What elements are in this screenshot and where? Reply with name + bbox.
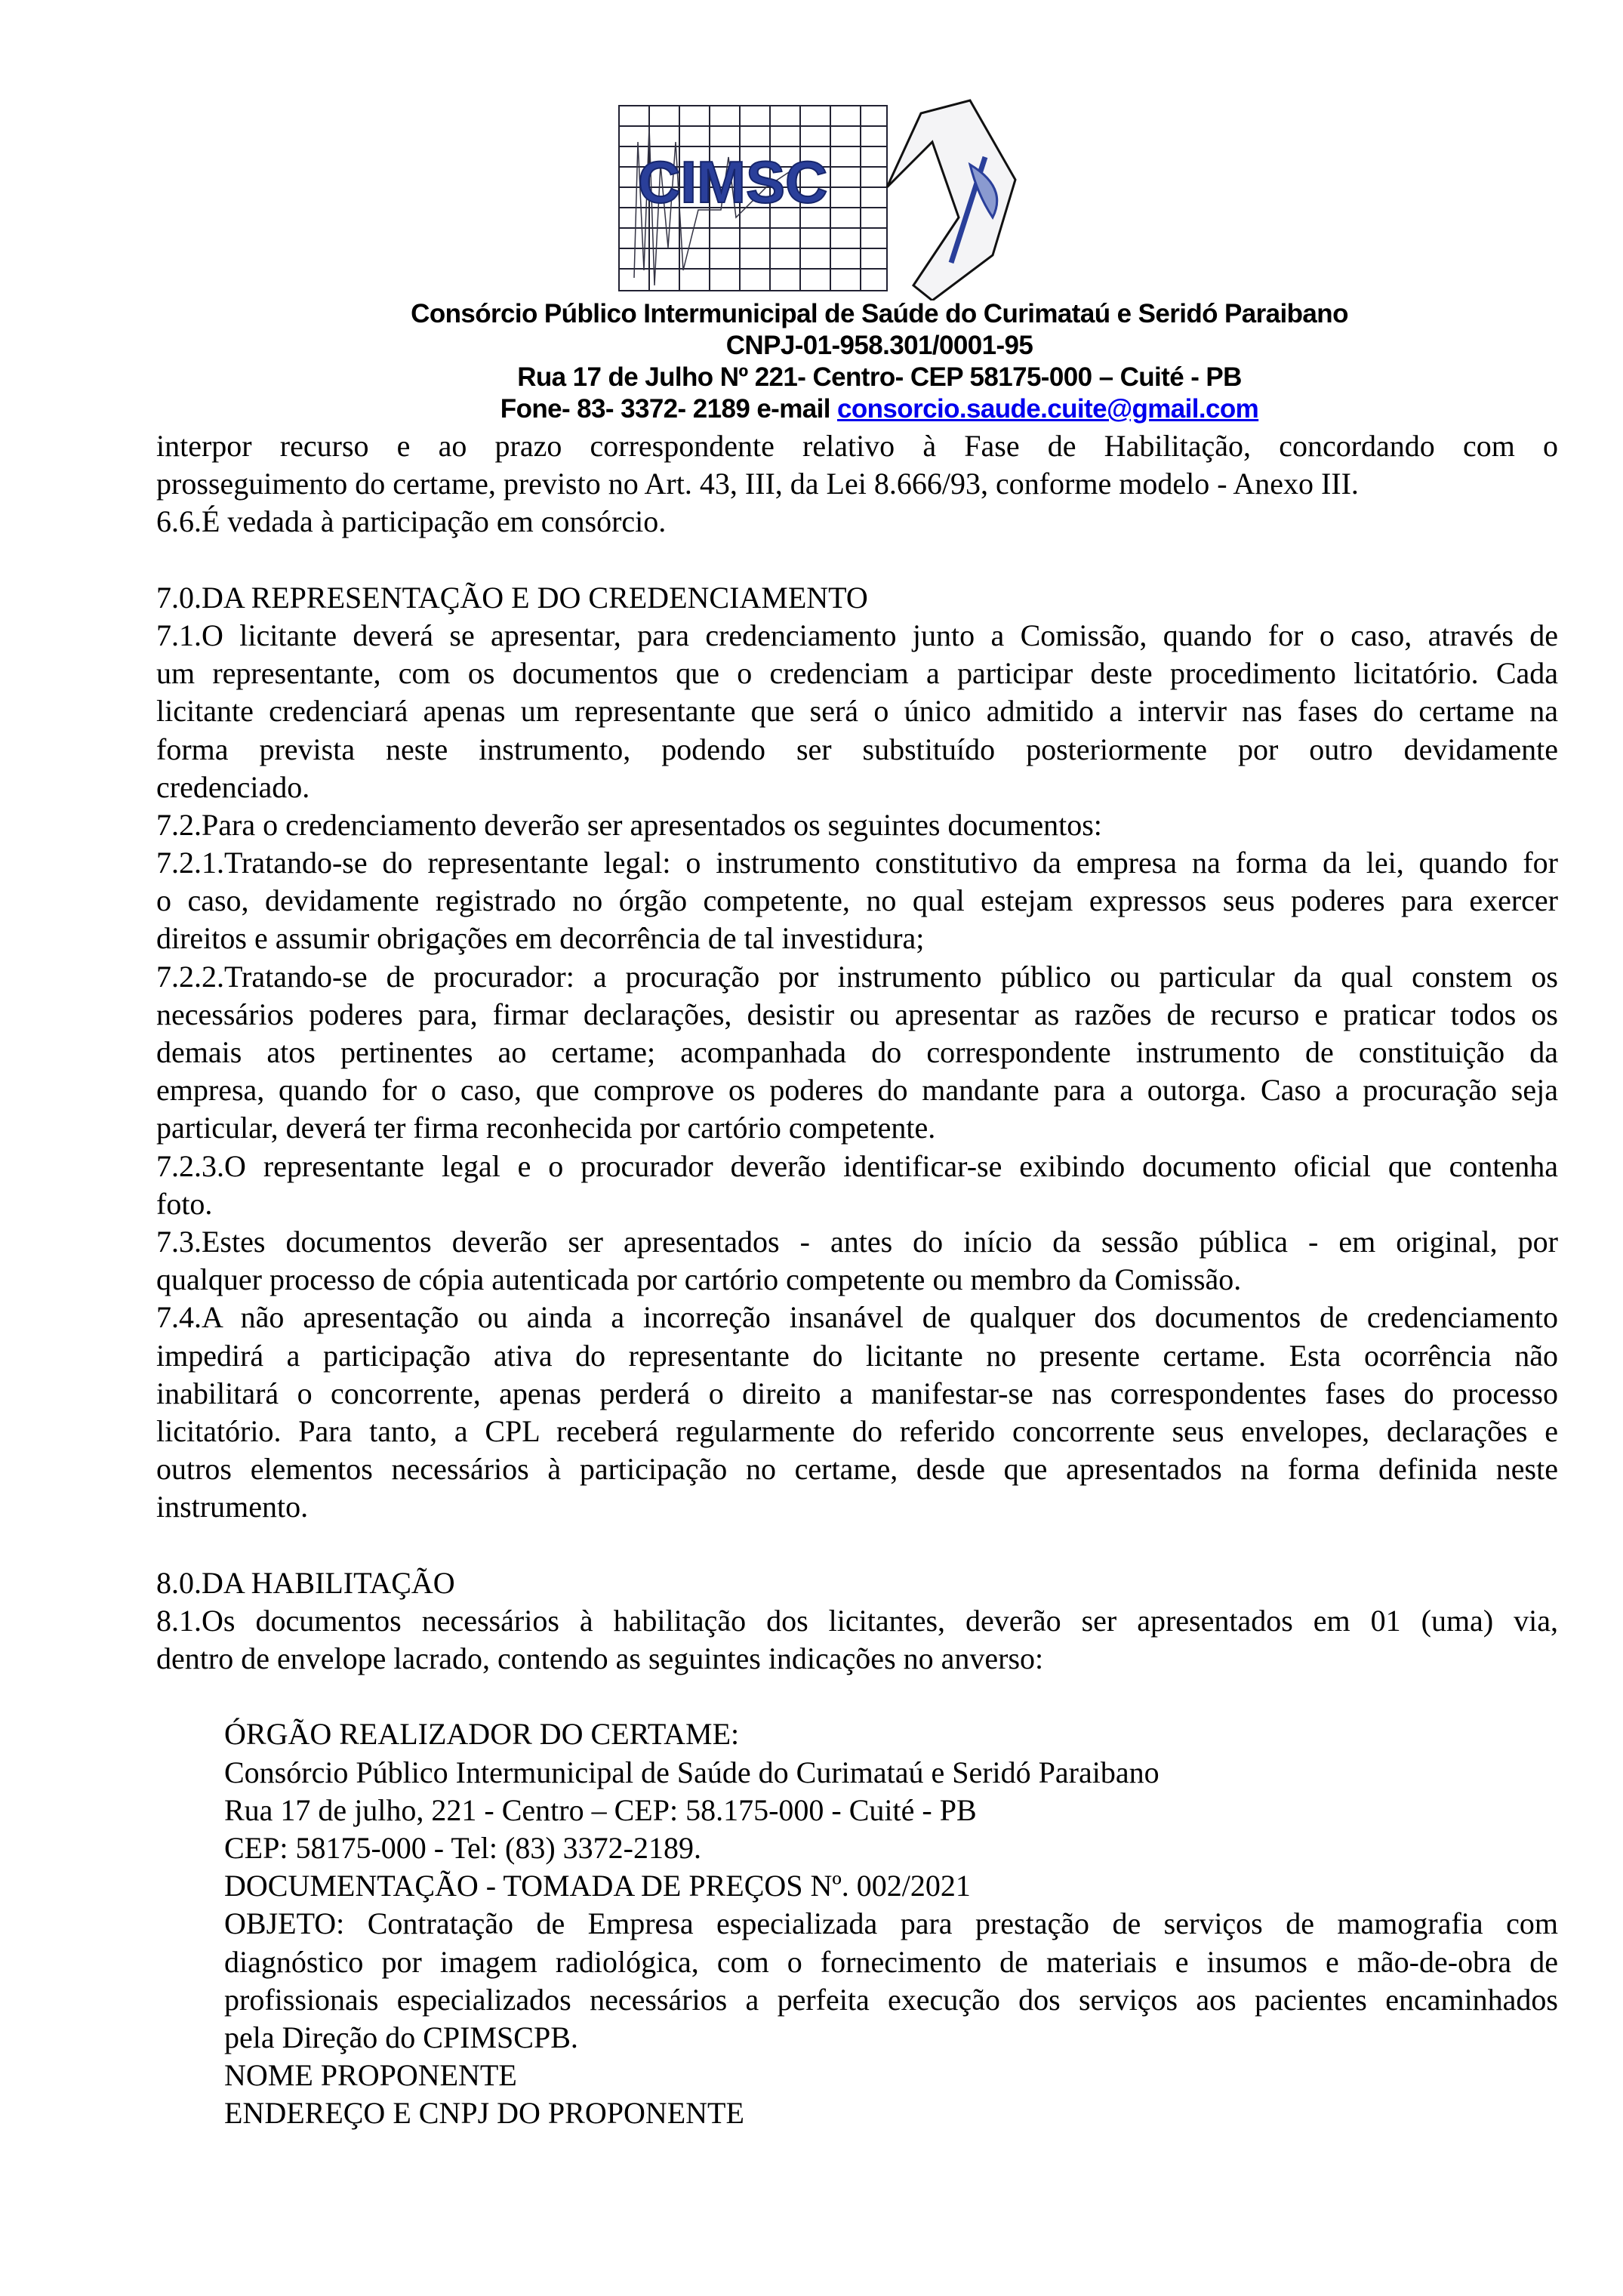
text-line: 7.2.3.O representante legal e o procurador deverão identificar-se exibindo documento oficial que contenha	[156, 1148, 1558, 1183]
text-line: direitos e assumir obrigações em decorrência de tal investidura;	[156, 921, 925, 956]
text-line: 7.4.A não apresentação ou ainda a incorreção insanável de qualquer dos documentos de credenciamento	[156, 1300, 1558, 1335]
text-line: OBJETO: Contratação de Empresa especializada para prestação de serviços de mamografia com	[224, 1906, 1558, 1941]
text-line: forma prevista neste instrumento, podendo ser substituído posteriormente por outro devidamente	[156, 732, 1558, 766]
text-line: inabilitará o concorrente, apenas perderá o direito a manifestar-se nas correspondentes fases do processo	[156, 1376, 1558, 1410]
text-line: diagnóstico por imagem radiológica, com o fornecimento de materiais e insumos e mão-de-obra de	[224, 1944, 1558, 1979]
org-name: Consórcio Público Intermunicipal de Saúde do Curimataú e Seridó Paraibano	[411, 299, 1348, 328]
text-line: credenciado.	[156, 769, 310, 804]
text-line: ÓRGÃO REALIZADOR DO CERTAME:	[224, 1717, 740, 1752]
email-link[interactable]: consorcio.saude.cuite@gmail.com	[837, 394, 1259, 424]
text-line: qualquer processo de cópia autenticada por cartório competente ou membro da Comissão.	[156, 1262, 1242, 1297]
blank-line	[156, 1678, 1558, 1715]
blank-line	[156, 541, 1558, 579]
text-line: foto.	[156, 1186, 213, 1221]
blank-line	[156, 1526, 1558, 1564]
text-line: 8.1.Os documentos necessários à habilitação dos licitantes, deverão ser apresentados em 01 (uma) via,	[156, 1603, 1558, 1638]
text-line: um representante, com os documentos que o credenciam a participar deste procedimento licitatório. Cada	[156, 656, 1558, 691]
text-line: Consórcio Público Intermunicipal de Saúde do Curimataú e Seridó Paraibano	[224, 1755, 1160, 1789]
text-line: necessários poderes para, firmar declarações, desistir ou apresentar as razões de recurso e praticar todos os	[156, 997, 1558, 1031]
text-line: licitante credenciará apenas um representante que será o único admitido a intervir nas fases do certame na	[156, 694, 1558, 729]
text-line: pela Direção do CPIMSCPB.	[224, 2020, 578, 2054]
logo-text: CIMSC	[638, 149, 828, 215]
org-phone: Fone- 83- 3372- 2189 e-mail	[500, 394, 837, 424]
text-line: demais atos pertinentes ao certame; acompanhada do correspondente instrumento de constituição da	[156, 1035, 1558, 1069]
text-line: 7.3.Estes documentos deverão ser apresentados - antes do início da sessão pública - em original, por	[156, 1224, 1558, 1259]
text-line: Rua 17 de julho, 221 - Centro – CEP: 58.175-000 - Cuité - PB	[224, 1792, 977, 1827]
text-line: 7.2.1.Tratando-se do representante legal: o instrumento constitutivo da empresa na forma da lei, quando for	[156, 846, 1558, 880]
text-line: licitatório. Para tanto, a CPL receberá regularmente do referido concorrente seus envelopes, declarações e	[156, 1413, 1558, 1448]
text-line: dentro de envelope lacrado, contendo as seguintes indicações no anverso:	[156, 1641, 1044, 1675]
text-line: 6.6.É vedada à participação em consórcio.	[156, 504, 667, 539]
text-line: particular, deverá ter firma reconhecida por cartório competente.	[156, 1111, 936, 1145]
text-line: impedirá a participação ativa do representante do licitante no presente certame. Esta ocorrência não	[156, 1338, 1558, 1373]
text-line: 8.0.DA HABILITAÇÃO	[156, 1565, 455, 1600]
org-address: Rua 17 de Julho Nº 221- Centro- CEP 58175-000 – Cuité - PB	[517, 362, 1242, 392]
text-line: ENDEREÇO E CNPJ DO PROPONENTE	[224, 2096, 744, 2131]
org-contact	[0, 393, 1623, 425]
text-line: interpor recurso e ao prazo correspondente relativo à Fase de Habilitação, concordando com o	[156, 429, 1558, 463]
text-line: 7.2.2.Tratando-se de procurador: a procuração por instrumento público ou particular da qual constem os	[156, 959, 1558, 994]
document-body	[156, 427, 1558, 2132]
text-line: o caso, devidamente registrado no órgão competente, no qual estejam expressos seus poderes para exercer	[156, 883, 1558, 918]
text-line: DOCUMENTAÇÃO - TOMADA DE PREÇOS Nº. 002/2021	[224, 1869, 971, 1903]
cimsc-logo	[615, 97, 1106, 300]
org-cnpj: CNPJ-01-958.301/0001-95	[725, 331, 1033, 360]
text-line: instrumento.	[156, 1490, 309, 1524]
text-line: profissionais especializados necessários a perfeita execução dos serviços aos pacientes encaminhados	[224, 1982, 1558, 2017]
text-line: CEP: 58175-000 - Tel: (83) 3372-2189.	[224, 1830, 701, 1865]
text-line: empresa, quando for o caso, que comprove os poderes do mandante para a outorga. Caso a procuração seja	[156, 1073, 1558, 1108]
text-line: 7.0.DA REPRESENTAÇÃO E DO CREDENCIAMENTO	[156, 580, 868, 615]
text-line: 7.2.Para o credenciamento deverão ser apresentados os seguintes documentos:	[156, 807, 1102, 842]
text-line: NOME PROPONENTE	[224, 2058, 517, 2093]
text-line: outros elementos necessários à participação no certame, desde que apresentados na forma definida neste	[156, 1452, 1558, 1487]
text-line: prosseguimento do certame, previsto no Art. 43, III, da Lei 8.666/93, conforme modelo - Anexo III.	[156, 467, 1359, 501]
text-line: 7.1.O licitante deverá se apresentar, para credenciamento junto a Comissão, quando for o caso, através de	[156, 618, 1558, 652]
